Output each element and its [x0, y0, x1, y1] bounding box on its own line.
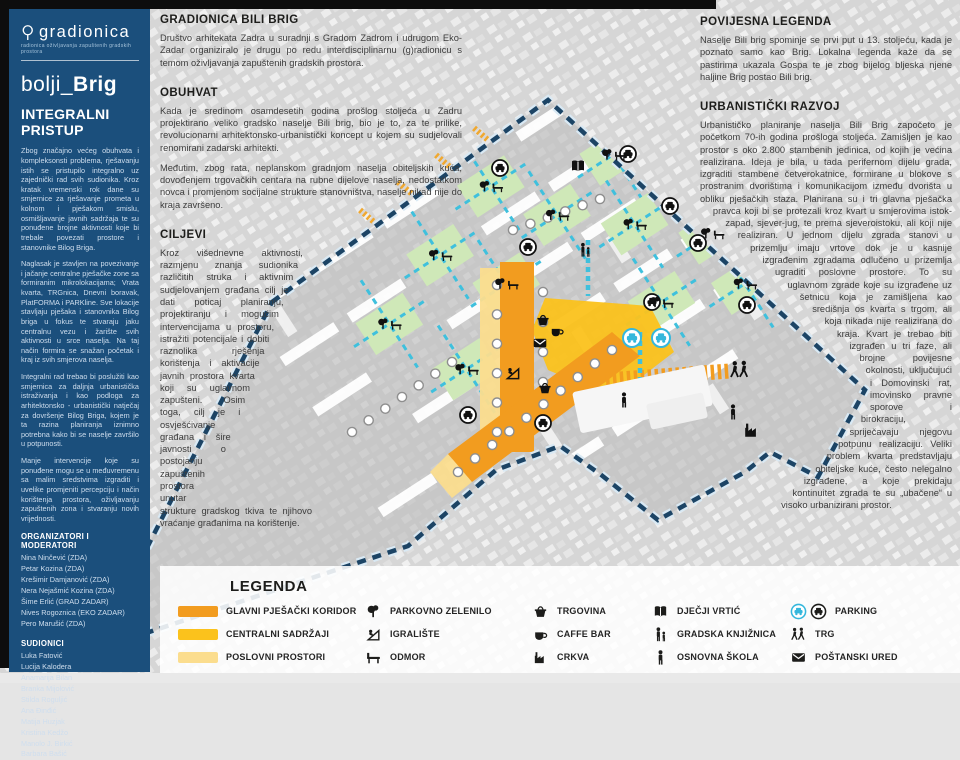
tree-icon — [365, 603, 382, 620]
legend-item — [652, 650, 776, 664]
right-column — [700, 16, 952, 539]
legend-label: TRG — [815, 629, 835, 639]
church-icon — [532, 649, 549, 666]
legend-label: IGRALIŠTE — [390, 629, 440, 639]
legend-item — [532, 604, 611, 618]
legend-item — [652, 604, 776, 618]
participant: Anamarija Bilan — [21, 672, 73, 682]
legend-title: LEGENDA — [230, 578, 308, 595]
bench-icon — [365, 649, 382, 666]
organizers-heading: ORGANIZATORI I MODERATORI — [21, 532, 90, 551]
sidebar-heading: INTEGRALNI PRISTUP — [21, 106, 110, 138]
legend-label: TRGOVINA — [557, 606, 607, 616]
top-border — [0, 0, 716, 9]
legend-item — [790, 650, 898, 664]
legend-label: POŠTANSKI URED — [815, 652, 898, 662]
participant: Branka Mijolović — [21, 683, 75, 693]
sidebar-paragraph: Zbog značajno većeg obuhvata i kompleksonsti problema, rješavanju istih se pristupilo integralno uz zajednički rad svih sudionika. Kroz kratak vremenski rok dane su smjernice za rješavanje prometa u kolnom i pješakom smislu, osmišljavanje javnih sadržaja te su ponuđene brojne aktivnosti koje bi trebale povezati prostore i stanovnike Bilog Briga. — [21, 146, 139, 252]
logo-subtitle: radionica oživljavanja zapuštenih gradskih prostora — [21, 43, 132, 55]
organizer: Nives Rogoznica (EKO ZADAR) — [21, 608, 125, 618]
legend-item — [178, 604, 356, 618]
project-title-light: bolji_ — [21, 73, 74, 96]
parking-icon — [810, 603, 827, 620]
playground-icon — [365, 626, 382, 643]
participant: Lucija Kalodera — [21, 661, 72, 671]
color-swatch-poslovni — [178, 652, 218, 663]
divider — [21, 60, 139, 61]
legend-item — [178, 650, 356, 664]
project-title-bold: Brig — [73, 73, 118, 96]
logo — [21, 23, 139, 42]
section-ciljevi — [160, 229, 312, 529]
left-border — [0, 0, 9, 668]
organizer: Krešimir Damjanović (ZDA) — [21, 575, 110, 585]
section-heading-ciljevi: CILJEVI — [160, 228, 207, 241]
section-heading-urbanisticki: URBANISTIČKI RAZVOJ — [700, 101, 840, 114]
section-body: Društvo arhitekata Zadra u suradnji s Gradom Zadrom i udrugom Eko-Zadar organiziralo je drugu po redu interdisciplinarnu (g)radionicu s temom oživljavanja zapuštenih gradskih prostora. — [160, 33, 462, 68]
legend — [160, 566, 960, 673]
project-title — [21, 73, 139, 97]
basket-icon — [532, 603, 549, 620]
legend-label: PARKING — [835, 606, 878, 616]
section-body: Međutim, zbog rata, neplanskom gradnjom naselja obiteljskih kuća, dovođenjem trgovačkih centara na rubne dijelove naselja, nedostatkom novca i promjenom socijalne strukture stanovništva, naselje nikad nije do kraja završeno. — [160, 162, 462, 210]
runners-icon — [790, 626, 807, 643]
person-icon — [652, 649, 669, 666]
bottom-border — [0, 673, 960, 683]
legend-item — [790, 627, 898, 641]
section-heading-obuhvat: OBUHVAT — [160, 86, 218, 99]
section-body: Urbanističko planiranje naselja Bili Brig započeto je početkom 70-ih godina prošloga stoljeća. Zamišljen je kao prostor s oko 2.800 stambenih jedinica, od kojih je većina realizirana. Ideja je bila, u tada perifernom dijelu grada, izgraditi stambene četverokatnice, formirane u blokove s prostranim dvorištima i komunikacijom između dvorišta u obliku pješačkih staza. Planirana su i tri glavna pješačka pravca koji bi se protezali kroz kvart u smjerovima istok-zapad, sjever-jug, te prema sjeveroistoku, ali koji nije realiziran. U jednom dijelu zgrada stanovi u prizemlju imaju vrtove dok je u kasnije izgrađenim zgradama odlučeno u prizemlja ugraditi poslovne prostore. To su uglavnom zgrade koje su izgrađene uz šetnicu koja je zamišljena kao središnja os kvarta s trgom, ali koja nikada nije realizirana do kraja. Kvart je trebao biti izgrađen u tri faze, ali brojne povijesne okolnosti, uključujući i Domovinski rat, imovinsko pravne sporove i birokraciju, spriječavaju njegovu potpunu realizaciju. Veliki problem kvarta predstavljaju obiteljske kuće, često nelegalno izgrađene, a koje prekidaju kontinuitet zgrada te su „ubačene“ u visoko urbanizirani prostor. — [700, 120, 952, 511]
sidebar — [9, 9, 150, 759]
legend-column-areas — [178, 604, 356, 673]
legend-label: POSLOVNI PROSTORI — [226, 652, 326, 662]
legend-label: GLAVNI PJEŠAČKI KORIDOR — [226, 606, 357, 616]
legend-item — [178, 627, 356, 641]
legend-label: CRKVA — [557, 652, 590, 662]
legend-label: PARKOVNO ZELENILO — [390, 606, 492, 616]
sidebar-paragraph: Integralni rad trebao bi poslužiti kao smjernica za daljnja urbanistička istraživanja i kao podloga za arhitektonsko - urbanistički natječaj za dovršenje Bilog Briga, kojem je ta razina planiranja iznimno potrebna kako bi se naselje završilo u potpunosti. — [21, 372, 139, 449]
section-body: Kada je sredinom osamdesetih godina prošlog stoljeća u Zadru projektirano veliko gradsko naselje Bili brig, bio je to, za te prilike, revolucionarni arhitektonsko-urbanistički koncept u kojem su sudjelovali renomirani zadarski arhitekti. — [160, 105, 462, 153]
legend-label: CENTRALNI SADRŽAJI — [226, 629, 330, 639]
participant: Luka Fatović — [21, 651, 63, 661]
envelope-icon — [790, 649, 807, 666]
organizer: Petar Kozina (ZDA) — [21, 564, 85, 574]
legend-item — [365, 627, 492, 641]
sidebar-paragraph: Manje intervencije koje su ponuđene mogu se u međuvremenu sa malim sredstvima izgraditi i uvelike promjeniti percepciju i način korištenja prostora, oživljavanju zapuštenih zona i stvaranju novih vrijednosti. — [21, 456, 139, 523]
organizer: Nera Nejašmić Kozina (ZDA) — [21, 586, 115, 596]
participant: Manolo J. Birkić — [21, 738, 73, 748]
legend-item — [365, 650, 492, 664]
organizer: Šime Erlić (GRAD ZADAR) — [21, 597, 109, 607]
magnifier-icon — [21, 24, 36, 41]
legend-item — [652, 627, 776, 641]
participant: Ana Đinđić — [21, 705, 57, 715]
legend-column-misc — [790, 604, 898, 673]
legend-column-commerce — [532, 604, 611, 673]
legend-column-public — [652, 604, 776, 673]
participant: Matija Huzjak — [21, 716, 65, 726]
legend-label: CAFFE BAR — [557, 629, 611, 639]
color-swatch-koridor — [178, 606, 218, 617]
legend-label: ODMOR — [390, 652, 426, 662]
book-icon — [652, 603, 669, 620]
legend-item — [532, 627, 611, 641]
adult-child-icon — [652, 626, 669, 643]
participant: Kristina Kedžo — [21, 727, 69, 737]
participant: Stilda Roguljić — [21, 694, 68, 704]
legend-label: DJEČJI VRTIĆ — [677, 606, 741, 616]
legend-label: GRADSKA KNJIŽNICA — [677, 629, 777, 639]
sidebar-paragraph: Naglasak je stavljen na povezivanje i jačanje centralne pješačke zone sa formiranim mikrolokacijama; Vrata kvarta, TRGnica, Dnevni boravak, PlatFORMA i PARKline. Sve lokacije stavljaju pješaka i stanovnika Bilog briga u fokus te stvaraju jaku centralnu vezu i žarište svih aktivnosti u srce naselja. Na taj način formira se snažan početak i kraj iz svih smjerova naselja. — [21, 259, 139, 365]
cup-icon — [532, 626, 549, 643]
color-swatch-centralni — [178, 629, 218, 640]
legend-column-green — [365, 604, 492, 673]
organizer: Nina Ninčević (ZDA) — [21, 553, 88, 563]
section-body: Naselje Bili brig spominje se prvi put u 13. stoljeću, kada je poznato samo kao Brig. Lokalna legenda kaže da se pastirima ukazala Gospa te je zbog bijelog bljeska njene haljine Brig postao Bili brig. — [700, 35, 952, 82]
legend-item — [365, 604, 492, 618]
legend-item — [532, 650, 611, 664]
middle-column — [160, 14, 462, 537]
section-body: Kroz višednevne aktivnosti, razmjenu znanja sudionika različitih struka i aktivnim sudjelovanjem građana cilj je dati poticaj planiranju, projektiranju i mogućim intervencijama u prostoru, istražiti potencijale i dobiti raznolika rješenja korištenja i aktivacije javnih prostora kvarta koji su uglavnom zapušteni. Osim toga, cilj je i osvješćivanje građana i šire javnosti o postojanju zapuštenih prostora unutar strukture gradskog tkiva te njihovo vraćanje građanima na korištenje. — [160, 247, 312, 528]
legend-item — [790, 604, 898, 618]
logo-wordmark: gradionica — [39, 23, 131, 41]
participants-heading: SUDIONICI — [21, 639, 64, 649]
section-heading-gradionica: GRADIONICA BILI BRIG — [160, 14, 299, 26]
organizer: Pero Marušić (ZDA) — [21, 619, 86, 629]
legend-label: OSNOVNA ŠKOLA — [677, 652, 759, 662]
parking-icon-cyan — [790, 603, 807, 620]
section-heading-povijesna: POVIJESNA LEGENDA — [700, 16, 832, 28]
participant: Barbara Bašić — [21, 749, 67, 759]
